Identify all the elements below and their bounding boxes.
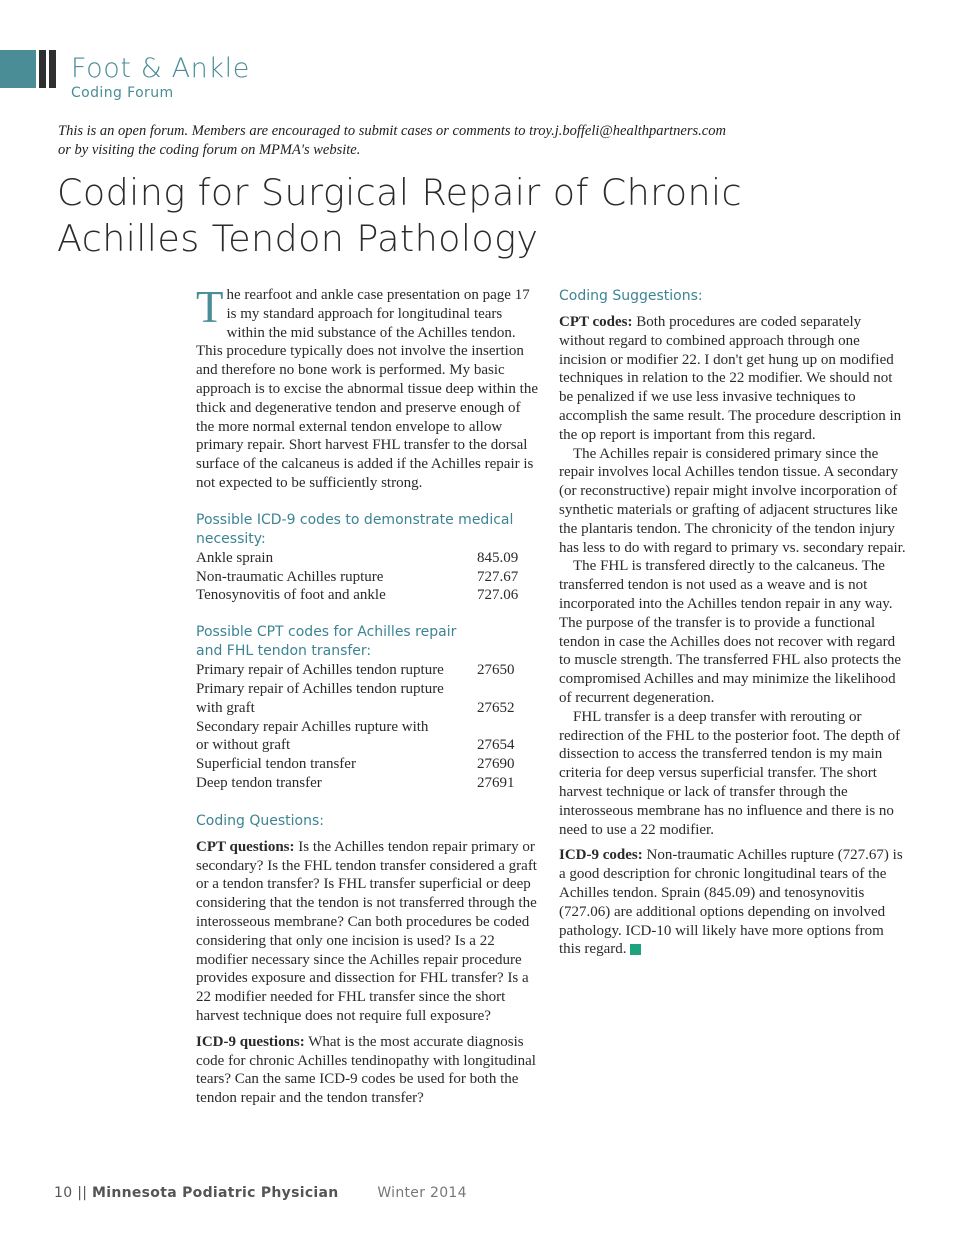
intro-line: This is an open forum. Members are encouraged to submit cases or comments to troy.j.boffeli@healthpartners.com: [58, 123, 726, 139]
icd-suggestion-paragraph: [559, 846, 907, 959]
suggestions-heading: Coding Suggestions:: [559, 288, 703, 304]
code-label: Tenosynovitis of foot and ankle: [196, 587, 386, 604]
right-column: [559, 286, 907, 959]
code-value: 27652: [477, 699, 515, 716]
cpt-suggestion-text: Both procedures are coded separately without regard to combined approach through one incision or modifier 22. I don't get hung up on modified techniques in relation to the 22 modifier. We should not be penalized if we use less invasive techniques to accomplish the same result. The procedure description in the op report is important from this regard.: [559, 314, 902, 443]
code-value: 27691: [477, 774, 515, 791]
icd-suggestion-text: Non-traumatic Achilles rupture (727.67) is a good description for chronic longitudinal tears of the Achilles tendon. Sprain (845.09) and tenosynovitis (727.06) are additional options depending on involved pathology. ICD-10 will likely have more options from this regard.: [559, 847, 903, 958]
section-title: Foot & Ankle: [71, 53, 250, 84]
icd-code-table: [196, 549, 521, 605]
table-row: [196, 680, 521, 718]
intro-note: [58, 122, 778, 160]
code-value: 727.06: [477, 587, 519, 604]
table-row: [196, 568, 521, 587]
cpt-code-table: [196, 661, 521, 793]
icd-questions-label: ICD-9 questions:: [196, 1033, 305, 1050]
publication-name: Minnesota Podiatric Physician: [92, 1185, 339, 1201]
code-value: 27690: [477, 756, 515, 773]
page-number: 10: [54, 1185, 73, 1201]
code-label: Ankle sprain: [196, 549, 274, 566]
table-row: [196, 755, 521, 774]
table-row: [196, 549, 521, 568]
cpt-heading: Possible CPT codes for Achilles repair and FHL tendon transfer:: [196, 624, 457, 660]
code-value: 727.67: [477, 568, 519, 585]
article-title: [57, 170, 742, 262]
left-column: [196, 282, 541, 1108]
header-divider-bar: [49, 50, 56, 88]
icd-questions-text: What is the most accurate diagnosis code for chronic Achilles tendinopathy with longitudinal tears? Can the same ICD-9 codes be used for both the tendon repair and the tendon transfer?: [196, 1033, 536, 1107]
body-paragraph: FHL transfer is a deep transfer with rerouting or redirection of the FHL to the posterior foot. The depth of dissection to access the transferred tendon is my main criteria for deep versus superficial transfer. The short harvest technique or lack of transfer through the interosseous membrane has no influence and there is no need to use a 22 modifier.: [559, 708, 901, 838]
body-paragraph: The FHL is transfered directly to the calcaneus. The transferred tendon is not used as a weave and is not incorporated into the Achilles tendon repair in any way. The purpose of the transfer is to provide a functional tendon in case the Achilles does not recover with regard to muscle strength. The transferred FHL also protects the compromised Achilles and may minimize the likelihood of recurrent degeneration.: [559, 558, 901, 706]
code-label: Non-traumatic Achilles rupture: [196, 568, 384, 585]
header-divider-bar: [39, 50, 46, 88]
drop-cap: T: [196, 282, 224, 332]
code-value: 845.09: [477, 549, 519, 566]
opening-paragraph: [196, 282, 541, 493]
icd-heading: Possible ICD-9 codes to demonstrate medical necessity:: [196, 511, 514, 547]
table-row: [196, 586, 521, 605]
table-row: [196, 718, 521, 756]
cpt-questions-text: Is the Achilles tendon repair primary or secondary? Is the FHL tendon transfer considered a graft or a tendon transfer? Is FHL transfer superficial or deep considering that the tendon is not transferred through the interosseous membrane? Can both procedures be coded considering that only one incision is used? Is a 22 modifier necessary since the Achilles repair procedure provides exposure and dissection for FHL transfer? Is a 22 modifier needed for FHL transfer since the short harvest technique does not require full exposure?: [196, 838, 537, 1024]
code-label: Primary repair of Achilles tendon rupture: [196, 662, 444, 679]
cpt-suggestion-paragraph: [559, 313, 907, 445]
icd-questions-paragraph: [196, 1033, 541, 1108]
intro-line: or by visiting the coding forum on MPMA's website.: [58, 142, 361, 158]
issue-date: Winter 2014: [377, 1185, 467, 1201]
body-paragraph: The Achilles repair is considered primary since the repair involves local Achilles tendon tissue. A secondary (or reconstructive) repair might involve incorporation of synthetic materials or grafting of adjacent structures like the plantaris tendon. The chronicity of the tendon injury has less to do with regard to primary vs. secondary repair.: [559, 445, 906, 556]
table-row: [196, 661, 521, 680]
header-accent-bar: [0, 50, 36, 88]
code-label: Secondary repair Achilles rupture with or without graft: [196, 718, 429, 754]
section-subtitle: Coding Forum: [71, 85, 174, 101]
page-footer: [54, 1185, 467, 1201]
code-value: 27654: [477, 737, 515, 754]
title-line: Achilles Tendon Pathology: [57, 217, 539, 260]
footer-separator: ||: [77, 1185, 88, 1201]
end-mark-icon: [630, 944, 641, 955]
opening-text: he rearfoot and ankle case presentation on page 17 is my standard approach for longitudinal tears within the mid substance of the Achilles tendon. This procedure typically does not involve the insertion and therefore no bone work is performed. My basic approach is to excise the abnormal tissue deep within the thick and degenerative tendon and preserve enough of the more normal external tendon envelope to allow primary repair. Short harvest FHL transfer to the dorsal surface of the calcaneus is added if the Achilles repair is not expected to be sufficiently strong.: [196, 287, 538, 491]
code-label: Primary repair of Achilles tendon rupture with graft: [196, 680, 444, 716]
cpt-questions-paragraph: [196, 838, 541, 1026]
cpt-suggestion-label: CPT codes:: [559, 314, 633, 330]
questions-heading: Coding Questions:: [196, 812, 324, 829]
cpt-questions-label: CPT questions:: [196, 838, 295, 855]
code-label: Superficial tendon transfer: [196, 756, 356, 773]
code-label: Deep tendon transfer: [196, 774, 322, 791]
title-line: Coding for Surgical Repair of Chronic: [57, 171, 742, 214]
table-row: [196, 774, 521, 793]
icd-suggestion-label: ICD-9 codes:: [559, 847, 643, 864]
code-value: 27650: [477, 662, 515, 679]
